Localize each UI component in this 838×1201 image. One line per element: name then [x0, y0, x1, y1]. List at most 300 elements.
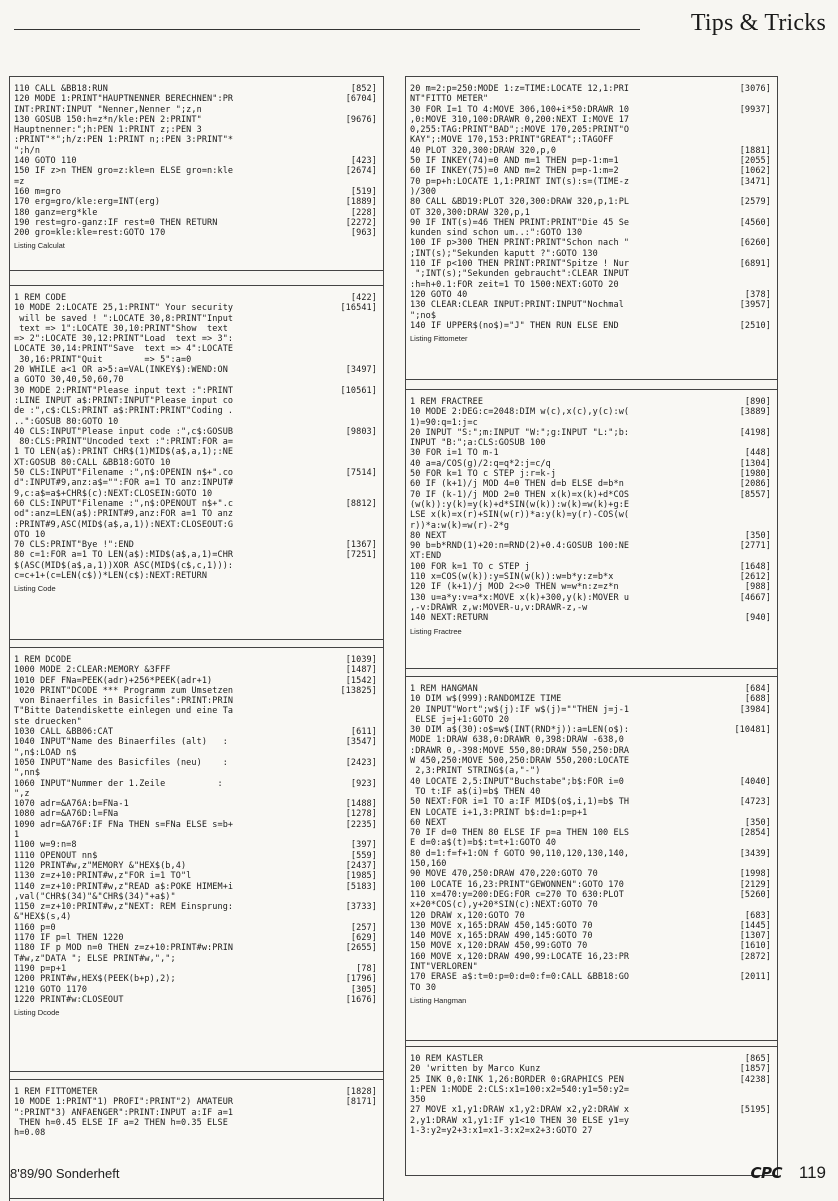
code-line [410, 428, 771, 438]
checksum: [7251] [345, 550, 377, 561]
checksum: [4198] [739, 427, 771, 438]
checksum: [4040] [739, 776, 771, 787]
code-text: :LINE INPUT a$:PRINT:INPUT"Please input co [14, 395, 234, 406]
code-line [14, 135, 377, 145]
code-text: 150,160 [410, 859, 447, 870]
code-text: ",nn$ [14, 768, 41, 779]
code-line [410, 479, 771, 489]
checksum: [1367] [345, 540, 377, 551]
code-text: 160 MOVE x,120:DRAW 490,99:LOCATE 16,23:PR [410, 951, 630, 962]
checksum: [852] [350, 84, 377, 94]
code-line [14, 115, 377, 125]
checksum [727, 735, 771, 745]
code-text: ":PRINT"3) ANFAENGER":PRINT:INPUT a:IF a=1 [14, 1107, 234, 1118]
code-line [14, 314, 377, 324]
checksum: [6704] [345, 94, 377, 105]
code-line [410, 890, 771, 900]
code-text: 1010 DEF FNa=PEEK(adr)+256*PEEK(adr+1) [14, 675, 213, 686]
code-line [410, 438, 771, 448]
checksum: [890] [744, 397, 771, 407]
checksum [333, 334, 377, 344]
code-line [410, 694, 771, 704]
code-line [14, 208, 377, 218]
code-line [14, 912, 377, 922]
code-line [14, 166, 377, 176]
checksum [727, 1095, 771, 1105]
code-text: 100 LOCATE 16,23:PRINT"GEWONNEN":GOTO 170 [410, 879, 624, 890]
checksum [727, 208, 771, 218]
checksum: [923] [350, 778, 377, 789]
code-text: 130 u=a*y:v=a*x:MOVE x(k)+300,y(k):MOVER u [410, 592, 630, 603]
code-text: 40 PLOT 320,300:DRAW 320,p,0 [410, 145, 557, 156]
code-line [410, 541, 771, 551]
code-line [410, 249, 771, 259]
code-line [14, 478, 377, 488]
checksum: [2437] [345, 860, 377, 871]
code-text: 40 a=a/COS(g)/2:q=q*2:j=c/q [410, 458, 551, 469]
checksum [333, 571, 377, 581]
code-text: 27 MOVE x1,y1:DRAW x1,y2:DRAW x2,y2:DRAW x [410, 1105, 630, 1116]
checksum: [1039] [345, 655, 377, 665]
code-text: 130 GOSUB 150:h=z*n/kle:PEN 2:PRINT" [14, 114, 202, 125]
code-text: INT:PRINT:INPUT "Nenner,Nenner ";z,n [14, 104, 202, 115]
code-line [410, 1054, 771, 1064]
code-text: ELSE j=j+1:GOTO 20 [410, 714, 510, 725]
code-text: ste druecken" [14, 716, 82, 727]
code-line [14, 334, 377, 344]
code-text: 110 IF p<100 THEN PRINT:PRINT"Spitze ! Nur [410, 259, 630, 270]
listing-caption: Listing Fittometer [410, 334, 468, 344]
code-text: 20 INPUT"Wort";w$(j):IF w$(j)=""THEN j=j-1 [410, 704, 630, 715]
code-listing [10, 647, 383, 1072]
code-line [410, 177, 771, 187]
right-column [405, 76, 778, 1176]
code-line [14, 768, 377, 778]
code-line [410, 911, 771, 921]
code-line [14, 344, 377, 354]
code-line [14, 995, 377, 1005]
code-text: ,-v:DRAWR z,w:MOVER-u,v:DRAWR-z,-w [410, 602, 588, 613]
code-text: ";no$ [410, 310, 437, 321]
code-text: 120 MODE 1:PRINT"HAUPTNENNER BERECHNEN":PR [14, 94, 234, 105]
checksum: [1980] [739, 469, 771, 480]
code-listing [10, 76, 383, 271]
checksum: [13825] [340, 685, 377, 696]
code-line [410, 125, 771, 135]
code-text: T"Bitte Datendiskette einlegen und eine Ta [14, 706, 234, 717]
code-line [14, 324, 377, 334]
code-line [14, 748, 377, 758]
code-listing [406, 389, 777, 669]
code-text: 1050 INPUT"Name des Basicfiles (neu) : [14, 757, 228, 768]
code-line [14, 303, 377, 313]
code-text: 30 MODE 2:PRINT"Please input text :":PRINT [14, 385, 234, 396]
checksum: [2674] [345, 166, 377, 177]
code-line [410, 715, 771, 725]
code-text: 40 LOCATE 2,5:INPUT"Buchstabe";b$:FOR i=0 [410, 776, 624, 787]
code-text: ..":GOSUB 80:GOTO 10 [14, 416, 119, 427]
code-line [14, 902, 377, 912]
code-line [410, 859, 771, 869]
checksum [727, 1116, 771, 1126]
code-text: XT:END [410, 551, 442, 562]
code-text: 30 DIM a$(30):o$=w$(INT(RND*j)):a=LEN(o$): [410, 725, 630, 736]
code-text: 1030 CALL &BB06:CAT [14, 727, 114, 738]
code-text: 1 [14, 830, 20, 841]
code-text: 1150 z=z+10:PRINT#w,z"NEXT: REM Einsprung: [14, 902, 234, 913]
code-text: 90 b=b*RND(1)+20:n=RND(2)+0.4:GOSUB 100:NE [410, 541, 630, 552]
checksum: [5260] [739, 889, 771, 900]
checksum: [1062] [739, 166, 771, 177]
code-line [410, 208, 771, 218]
code-listing [10, 1079, 383, 1199]
code-text: 1 REM CODE [14, 293, 67, 303]
code-line [410, 490, 771, 500]
checksum: [688] [744, 694, 771, 705]
code-line [14, 561, 377, 571]
checksum: [6260] [739, 238, 771, 249]
checksum: [257] [350, 922, 377, 933]
code-text: 1)=90:q=1:j=c [410, 417, 478, 428]
checksum [333, 105, 377, 115]
code-line [410, 900, 771, 910]
checksum: [3984] [739, 704, 771, 715]
code-text: 1110 OPENOUT nn$ [14, 850, 98, 861]
checksum [727, 94, 771, 104]
section-title: Tips & Tricks [690, 10, 826, 36]
code-text: ";h/n [14, 145, 41, 156]
code-line [410, 828, 771, 838]
checksum [727, 115, 771, 125]
code-text: 160 m=gro [14, 186, 61, 197]
code-text: 10 MODE 1:PRINT"1) PROFI":PRINT"2) AMATEUR [14, 1097, 234, 1108]
code-text: 170 erg=gro/kle:erg=INT(erg) [14, 197, 161, 208]
code-text: 140 IF UPPER$(no$)="J" THEN RUN ELSE END [410, 320, 619, 331]
code-line [410, 562, 771, 572]
code-text: 1090 adr=&A76F:IF FNa THEN s=FNa ELSE s=b+ [14, 819, 234, 830]
checksum: [4723] [739, 797, 771, 808]
checksum: [2423] [345, 757, 377, 768]
code-text: 50 IF INKEY(74)=0 AND m=1 THEN p=p-1:m=1 [410, 156, 619, 167]
listing-caption: Listing Calculat [14, 241, 65, 251]
checksum: [1796] [345, 974, 377, 985]
checksum: [305] [350, 984, 377, 995]
code-line [14, 923, 377, 933]
checksum: [683] [744, 910, 771, 921]
issue-label: 8'89/90 Sonderheft [10, 1166, 120, 1181]
checksum [727, 418, 771, 428]
code-line [14, 882, 377, 892]
code-text: 20 m=2:p=250:MODE 1:z=TIME:LOCATE 12,1:PRI [410, 84, 630, 94]
checksum: [1307] [739, 931, 771, 942]
checksum: [1278] [345, 809, 377, 820]
code-line [14, 489, 377, 499]
code-line [410, 135, 771, 145]
checksum: [2771] [739, 541, 771, 552]
code-line [14, 146, 377, 156]
code-line [410, 115, 771, 125]
checksum: [2011] [739, 972, 771, 983]
code-line [14, 177, 377, 187]
checksum [333, 314, 377, 324]
checksum [333, 509, 377, 519]
checksum: [2655] [345, 943, 377, 954]
code-text: 10 MODE 2:LOCATE 25,1:PRINT" Your security [14, 303, 234, 314]
code-line [410, 1105, 771, 1115]
code-text: 150 IF z>n THEN gro=z:kle=n ELSE gro=n:kle [14, 166, 234, 177]
code-text: ",n$:LOAD n$ [14, 747, 77, 758]
checksum [333, 696, 377, 706]
checksum [333, 892, 377, 902]
code-text: =z [14, 176, 25, 187]
code-text: 350 [410, 1095, 426, 1106]
code-text: 1200 PRINT#w,HEX$(PEEK(b+p),2); [14, 974, 176, 985]
checksum [333, 489, 377, 499]
code-line [410, 1095, 771, 1105]
code-text: ";INT(s);"Sekunden gebraucht":CLEAR INPUT [410, 269, 630, 280]
code-line [14, 779, 377, 789]
code-line [410, 746, 771, 756]
code-line [14, 696, 377, 706]
code-text: 1 REM FRACTREE [410, 397, 484, 407]
code-text: 10 REM KASTLER [410, 1054, 484, 1064]
code-line [14, 985, 377, 995]
checksum: [9676] [345, 114, 377, 125]
code-text: ",z [14, 788, 30, 799]
checksum: [4667] [739, 592, 771, 603]
code-line [410, 197, 771, 207]
code-text: 1170 IF p=l THEN 1220 [14, 933, 124, 944]
checksum: [988] [744, 582, 771, 593]
code-line [410, 259, 771, 269]
code-text: 10 MODE 2:DEG:c=2048:DIM w(c),x(c),y(c):w( [410, 407, 630, 418]
code-line [14, 830, 377, 840]
checksum [727, 603, 771, 613]
checksum: [963] [350, 228, 377, 239]
checksum: [940] [744, 613, 771, 624]
code-text: 1100 w=9:n=8 [14, 840, 77, 851]
code-line [410, 94, 771, 104]
listing-caption: Listing Code [14, 584, 56, 594]
checksum [333, 375, 377, 385]
code-text: 70 p=p+h:LOCATE 1,1:PRINT INT(s):s=(TIME-z [410, 176, 630, 187]
code-line [410, 300, 771, 310]
checksum [333, 447, 377, 457]
code-line [410, 849, 771, 859]
checksum: [2235] [345, 819, 377, 830]
checksum [333, 146, 377, 156]
code-line [410, 321, 771, 331]
code-line [14, 964, 377, 974]
code-line [14, 187, 377, 197]
code-text: 2,3:PRINT STRING$(a,"-") [410, 766, 541, 777]
code-line [410, 397, 771, 407]
code-text: 50 FOR k=1 TO c STEP j:r=k-j [410, 469, 557, 480]
code-line [14, 105, 377, 115]
checksum: [1857] [739, 1064, 771, 1075]
code-line [14, 375, 377, 385]
checksum: [1488] [345, 799, 377, 810]
checksum: [519] [350, 186, 377, 197]
code-text: INPUT "B:";a:CLS:GOSUB 100 [410, 438, 546, 449]
code-text: 1140 z=z+10:PRINT#w,z"READ a$:POKE HIMEM+i [14, 881, 234, 892]
code-text: 1220 PRINT#w:CLOSEOUT [14, 994, 124, 1005]
checksum: [3733] [345, 902, 377, 913]
checksum: [2872] [739, 951, 771, 962]
code-text: 50 NEXT:FOR i=1 TO a:IF MID$(o$,i,1)=b$ TH [410, 797, 630, 808]
checksum: [2854] [739, 828, 771, 839]
checksum: [1998] [739, 869, 771, 880]
code-line [410, 311, 771, 321]
checksum: [10481] [734, 725, 771, 736]
magazine-logo: CPC [750, 1164, 782, 1182]
code-text: 1180 IF p MOD n=0 THEN z=z+10:PRINT#w:PRIN [14, 943, 234, 954]
code-line [14, 809, 377, 819]
checksum: [1985] [345, 871, 377, 882]
checksum: [350] [744, 817, 771, 828]
code-line [14, 737, 377, 747]
code-text: T#w,z"DATA "; ELSE PRINT#w,","; [14, 953, 176, 964]
checksum: [9803] [345, 426, 377, 437]
code-text: 20 WHILE a<1 OR a>5:a=VAL(INKEY$):WEND:ON [14, 365, 228, 376]
code-text: de :",c$:CLS:PRINT a$:PRINT:PRINT"Coding . [14, 406, 234, 417]
code-line [14, 365, 377, 375]
code-line [14, 406, 377, 416]
checksum: [5183] [345, 881, 377, 892]
checksum [333, 530, 377, 540]
checksum: [2510] [739, 320, 771, 331]
code-text: E d=0:a$(t)=b$:t=t+1:GOTO 40 [410, 838, 557, 849]
code-listing [406, 676, 777, 1041]
checksum: [8171] [345, 1097, 377, 1108]
code-text: 30 FOR I=1 TO 4:MOVE 306,100+i*50:DRAWR 10 [410, 104, 630, 115]
code-line [14, 197, 377, 207]
code-line [14, 933, 377, 943]
code-text: (w(k)):y(k)=y(k)+d*SIN(w(k)):w(k)=w(k)+g:E [410, 499, 630, 510]
code-line [410, 952, 771, 962]
code-text: 50 CLS:INPUT"Filename :",n$:OPENIN n$+".co [14, 468, 234, 479]
code-line [410, 593, 771, 603]
checksum [333, 437, 377, 447]
checksum: [1445] [739, 920, 771, 931]
code-text: 180 ganz=erg*kle [14, 207, 98, 218]
code-line [410, 290, 771, 300]
code-line [410, 756, 771, 766]
code-text: 1070 adr=&A76A:b=FNa-1 [14, 799, 129, 810]
checksum: [7514] [345, 468, 377, 479]
code-text: 1120 PRINT#w,z"MEMORY &"HEX$(b,4) [14, 860, 187, 871]
checksum [333, 396, 377, 406]
code-line [14, 156, 377, 166]
code-text: 140 GOTO 110 [14, 156, 77, 167]
code-text: TO 30 [410, 982, 437, 993]
code-text: 2,y1:DRAW x1,y1:IF y1<10 THEN 30 ELSE y1=y [410, 1115, 630, 1126]
code-line [410, 269, 771, 279]
code-text: )/300 [410, 186, 437, 197]
code-line [14, 509, 377, 519]
code-line [410, 684, 771, 694]
checksum: [1881] [739, 145, 771, 156]
checksum [333, 1108, 377, 1118]
checksum [333, 717, 377, 727]
code-text: :PRINT"*";h/z:PEN 1:PRINT n;:PEN 3:PRINT"* [14, 135, 234, 146]
checksum [333, 135, 377, 145]
checksum: [1304] [739, 458, 771, 469]
code-line [14, 871, 377, 881]
code-text: EN LOCATE i+1,3:PRINT b$:d=1:p=p+1 [410, 807, 588, 818]
code-line [14, 799, 377, 809]
checksum [727, 1085, 771, 1095]
checksum: [1610] [739, 941, 771, 952]
code-line [14, 499, 377, 509]
checksum [333, 478, 377, 488]
code-line [410, 218, 771, 228]
checksum [333, 406, 377, 416]
checksum [333, 125, 377, 135]
checksum: [422] [350, 293, 377, 303]
code-text: MODE 1:DRAW 638,0:DRAWR 0,398:DRAW -638,0 [410, 735, 624, 746]
code-line [14, 954, 377, 964]
checksum: [611] [350, 727, 377, 738]
checksum [333, 830, 377, 840]
checksum [727, 1126, 771, 1136]
code-line [14, 943, 377, 953]
code-text: 1 REM HANGMAN [410, 684, 478, 694]
code-line [410, 105, 771, 115]
code-line [14, 1118, 377, 1128]
code-line [410, 582, 771, 592]
checksum: [1889] [345, 197, 377, 208]
code-line [410, 166, 771, 176]
code-line [14, 550, 377, 560]
checksum [727, 756, 771, 766]
code-text: KAY";:MOVE 170,153:PRINT"GREAT";:TAGOFF [410, 135, 614, 146]
checksum: [1828] [345, 1087, 377, 1097]
code-line [410, 280, 771, 290]
code-line [410, 983, 771, 993]
code-text: od":anz=LEN(a$):PRINT#9,anz:FOR a=1 TO anz [14, 509, 234, 520]
code-text: 70 IF (k-1)/j MOD 2=0 THEN x(k)=x(k)+d*COS [410, 489, 630, 500]
checksum [727, 500, 771, 510]
checksum: [3439] [739, 848, 771, 859]
code-line [410, 146, 771, 156]
checksum: [3547] [345, 737, 377, 748]
code-line [410, 931, 771, 941]
code-line [14, 789, 377, 799]
checksum: [378] [744, 289, 771, 300]
checksum: [6891] [739, 259, 771, 270]
checksum [333, 1128, 377, 1138]
code-text: h=0.08 [14, 1128, 46, 1139]
code-line [410, 1064, 771, 1074]
code-line [410, 725, 771, 735]
code-text: 1190 p=p+1 [14, 963, 67, 974]
code-text: 0,255:TAG:PRINT"BAD";:MOVE 170,205:PRINT"O [410, 125, 630, 136]
code-text: :h=h+0.1:FOR zeit=1 TO 1500:NEXT:GOTO 20 [410, 279, 619, 290]
code-text: => 2":LOCATE 30,12:PRINT"Load text => 3": [14, 334, 234, 345]
code-line [410, 531, 771, 541]
code-line [410, 613, 771, 623]
code-line [14, 437, 377, 447]
code-text: c=c+1+(c=LEN(c$))*LEN(c$):NEXT:RETURN [14, 571, 208, 582]
code-text: W 450,250:MOVE 500,250:DRAW 550,200:LOCATE [410, 756, 630, 767]
code-text: XT:GOSUB 80:CALL &BB18:GOTO 10 [14, 457, 171, 468]
checksum [727, 521, 771, 531]
checksum: [3076] [739, 84, 771, 94]
code-text: 1060 INPUT"Nummer der 1.Zeile : [14, 778, 223, 789]
code-text: OT 320,300:DRAW 320,p,1 [410, 207, 531, 218]
code-text: will be saved ! ":LOCATE 30,8:PRINT"Input [14, 313, 234, 324]
